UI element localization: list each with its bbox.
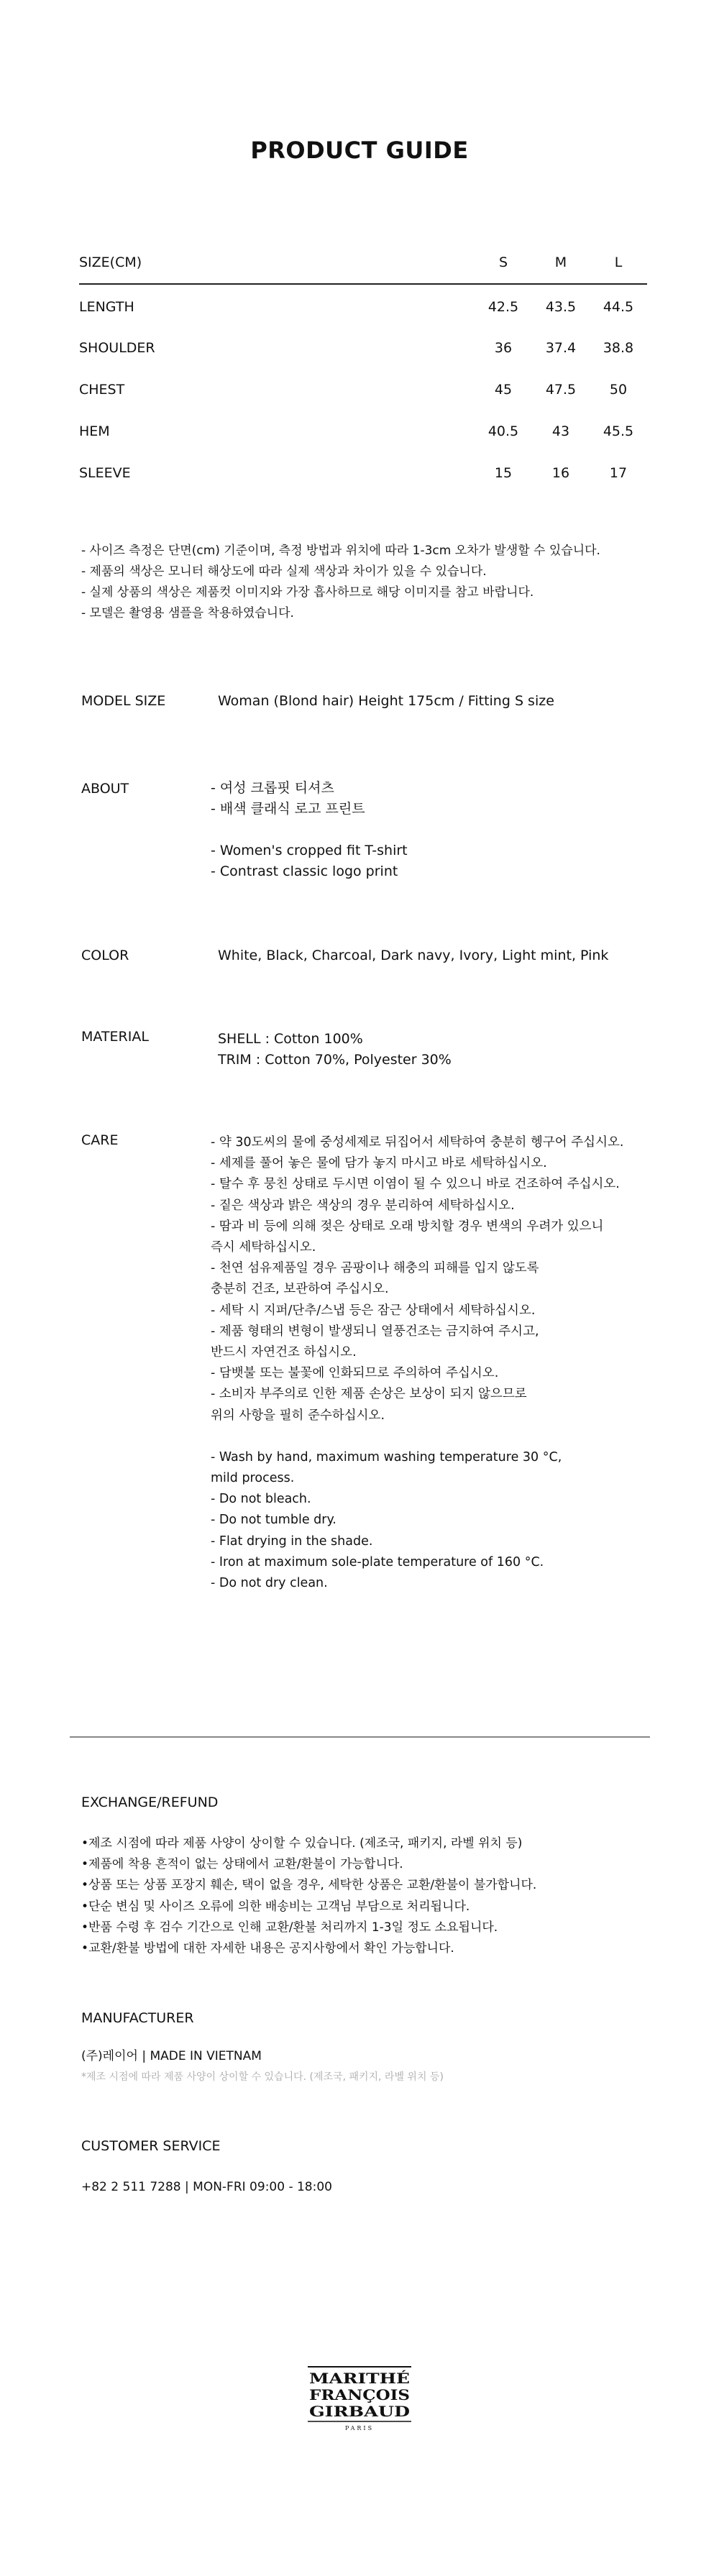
material-label: MATERIAL <box>81 1029 149 1045</box>
about-ko-line: - 여성 크롭핏 티셔츠 <box>211 780 334 796</box>
care-en-line: - Do not bleach. <box>211 1492 311 1507</box>
about-ko-line: - 배색 클래식 로고 프린트 <box>211 801 365 817</box>
table-row <box>79 284 647 326</box>
cell-s: 42.5 <box>487 298 519 315</box>
about-list <box>211 778 408 882</box>
care-ko-line: 즉시 세탁하십시오. <box>211 1240 316 1255</box>
cell-s: 40.5 <box>487 423 519 439</box>
page-title: PRODUCT GUIDE <box>250 137 469 164</box>
row-label: SLEEVE <box>79 465 131 481</box>
care-ko-line: - 세탁 시 지퍼/단추/스냅 등은 잠근 상태에서 세탁하십시오. <box>211 1303 536 1318</box>
table-row <box>79 367 647 409</box>
logo-line-3: GIRBAUD <box>309 2403 410 2420</box>
model-size-label: MODEL SIZE <box>81 693 166 709</box>
care-ko-line: - 약 30도씨의 물에 중성세제로 뒤집어서 세탁하여 충분히 헹구어 주십시오. <box>211 1135 624 1150</box>
size-table <box>79 241 647 492</box>
table-row <box>79 409 647 451</box>
exchange-line: •제조 시점에 따라 제품 사양이 상이할 수 있습니다. (제조국, 패키지, 라벨 위치 등) <box>81 1836 523 1851</box>
size-header-label: SIZE(CM) <box>79 241 475 284</box>
material-shell: SHELL : Cotton 100% <box>218 1031 363 1047</box>
exchange-title: EXCHANGE/REFUND <box>81 1795 219 1810</box>
brand-logo <box>306 2364 413 2436</box>
cell-m: 43 <box>551 423 570 439</box>
care-en-line: mild process. <box>211 1471 295 1486</box>
row-label: HEM <box>79 423 110 439</box>
size-table-header <box>79 241 647 284</box>
care-ko-line: - 짙은 색상과 밝은 색상의 경우 분리하여 세탁하십시오. <box>211 1198 515 1213</box>
care-en-line: - Flat drying in the shade. <box>211 1534 373 1549</box>
care-ko-line: - 천연 섬유제품일 경우 곰팡이나 해충의 피해를 입지 않도록 <box>211 1261 539 1276</box>
table-row <box>79 326 647 367</box>
size-notes <box>81 541 600 624</box>
care-en-line: - Do not dry clean. <box>211 1576 328 1591</box>
cell-m: 37.4 <box>545 340 577 356</box>
care-ko-line: 반드시 자연건조 하십시오. <box>211 1345 357 1360</box>
care-label: CARE <box>81 1132 119 1148</box>
exchange-line: •상품 또는 상품 포장지 훼손, 택이 없을 경우, 세탁한 상품은 교환/환불이 불가합니다. <box>81 1878 537 1893</box>
color-value: White, Black, Charcoal, Dark navy, Ivory, Light mint, Pink <box>218 948 609 963</box>
size-header-s: S <box>475 241 532 284</box>
manufacturer-note: *제조 시점에 따라 제품 사양이 상이할 수 있습니다. (제조국, 패키지, 라벨 위치 등) <box>81 2071 444 2083</box>
color-label: COLOR <box>81 948 129 963</box>
cell-l: 50 <box>609 382 628 398</box>
size-header-m: M <box>532 241 590 284</box>
about-label: ABOUT <box>81 781 129 797</box>
exchange-line: •단순 변심 및 사이즈 오류에 의한 배송비는 고객님 부담으로 처리됩니다. <box>81 1899 470 1914</box>
logo-line-4: PARIS <box>344 2425 375 2431</box>
note-line: - 모델은 촬영용 샘플을 착용하였습니다. <box>81 606 294 620</box>
care-ko-line: - 탈수 후 뭉친 상태로 두시면 이염이 될 수 있으니 바로 건조하여 주십시오. <box>211 1177 620 1192</box>
material-list <box>218 1029 452 1071</box>
size-header-l: L <box>590 241 647 284</box>
customer-service-value: +82 2 511 7288 | MON-FRI 09:00 - 18:00 <box>81 2180 332 2194</box>
care-ko-line: 위의 사항을 필히 준수하십시오. <box>211 1408 385 1423</box>
row-label: CHEST <box>79 382 125 398</box>
care-ko-line: - 담뱃불 또는 불꽃에 인화되므로 주의하여 주십시오. <box>211 1366 499 1381</box>
exchange-list <box>81 1833 536 1959</box>
manufacturer-value: (주)레이어 | MADE IN VIETNAM <box>81 2049 262 2063</box>
manufacturer-title: MANUFACTURER <box>81 2010 194 2026</box>
care-ko-line: - 땀과 비 등에 의해 젖은 상태로 오래 방치할 경우 변색의 우려가 있으니 <box>211 1219 604 1234</box>
cell-m: 47.5 <box>545 382 577 398</box>
about-en-line: - Women's cropped fit T-shirt <box>211 843 408 858</box>
care-en-line: - Do not tumble dry. <box>211 1513 336 1528</box>
care-ko-line: - 제품 형태의 변형이 발생되니 열풍건조는 금지하여 주시고, <box>211 1324 539 1339</box>
customer-service-title: CUSTOMER SERVICE <box>81 2138 221 2154</box>
care-ko-line: - 세제를 풀어 놓은 물에 담가 놓지 마시고 바로 세탁하십시오. <box>211 1156 547 1171</box>
material-trim: TRIM : Cotton 70%, Polyester 30% <box>218 1052 452 1068</box>
care-ko-line: 충분히 건조, 보관하여 주십시오. <box>211 1282 389 1297</box>
note-line: - 제품의 색상은 모니터 해상도에 따라 실제 색상과 차이가 있을 수 있습니다. <box>81 564 487 579</box>
care-en-line: - Iron at maximum sole-plate temperature of 160 °C. <box>211 1554 544 1569</box>
care-en-line: - Wash by hand, maximum washing temperature 30 °C, <box>211 1449 562 1465</box>
cell-l: 45.5 <box>603 423 634 439</box>
section-divider <box>70 1736 650 1738</box>
cell-l: 17 <box>609 465 628 481</box>
note-line: - 실제 상품의 색상은 제품컷 이미지와 가장 흡사하므로 해당 이미지를 참고 바랍니다. <box>81 585 534 600</box>
cell-l: 38.8 <box>603 340 634 356</box>
model-size-value: Woman (Blond hair) Height 175cm / Fitting S size <box>218 693 554 709</box>
about-en-line: - Contrast classic logo print <box>211 863 398 879</box>
logo-line-2: FRANÇOIS <box>309 2386 410 2403</box>
exchange-line: •반품 수령 후 검수 기간으로 인해 교환/환불 처리까지 1-3일 정도 소요됩니다. <box>81 1920 498 1935</box>
table-row <box>79 451 647 492</box>
cell-s: 36 <box>494 340 513 356</box>
cell-s: 45 <box>494 382 513 398</box>
cell-s: 15 <box>494 465 513 481</box>
exchange-line: •교환/환불 방법에 대한 자세한 내용은 공지사항에서 확인 가능합니다. <box>81 1941 454 1956</box>
cell-m: 16 <box>551 465 570 481</box>
cell-m: 43.5 <box>545 298 577 315</box>
care-ko-line: - 소비자 부주의로 인한 제품 손상은 보상이 되지 않으므로 <box>211 1387 527 1402</box>
cell-l: 44.5 <box>603 298 634 315</box>
exchange-line: •제품에 착용 흔적이 없는 상태에서 교환/환불이 가능합니다. <box>81 1857 403 1872</box>
care-list <box>211 1132 623 1594</box>
row-label: LENGTH <box>79 298 134 315</box>
row-label: SHOULDER <box>79 340 155 356</box>
note-line: - 사이즈 측정은 단면(cm) 기준이며, 측정 방법과 위치에 따라 1-3cm 오차가 발생할 수 있습니다. <box>81 544 600 558</box>
logo-line-1: MARITHÉ <box>309 2370 410 2387</box>
